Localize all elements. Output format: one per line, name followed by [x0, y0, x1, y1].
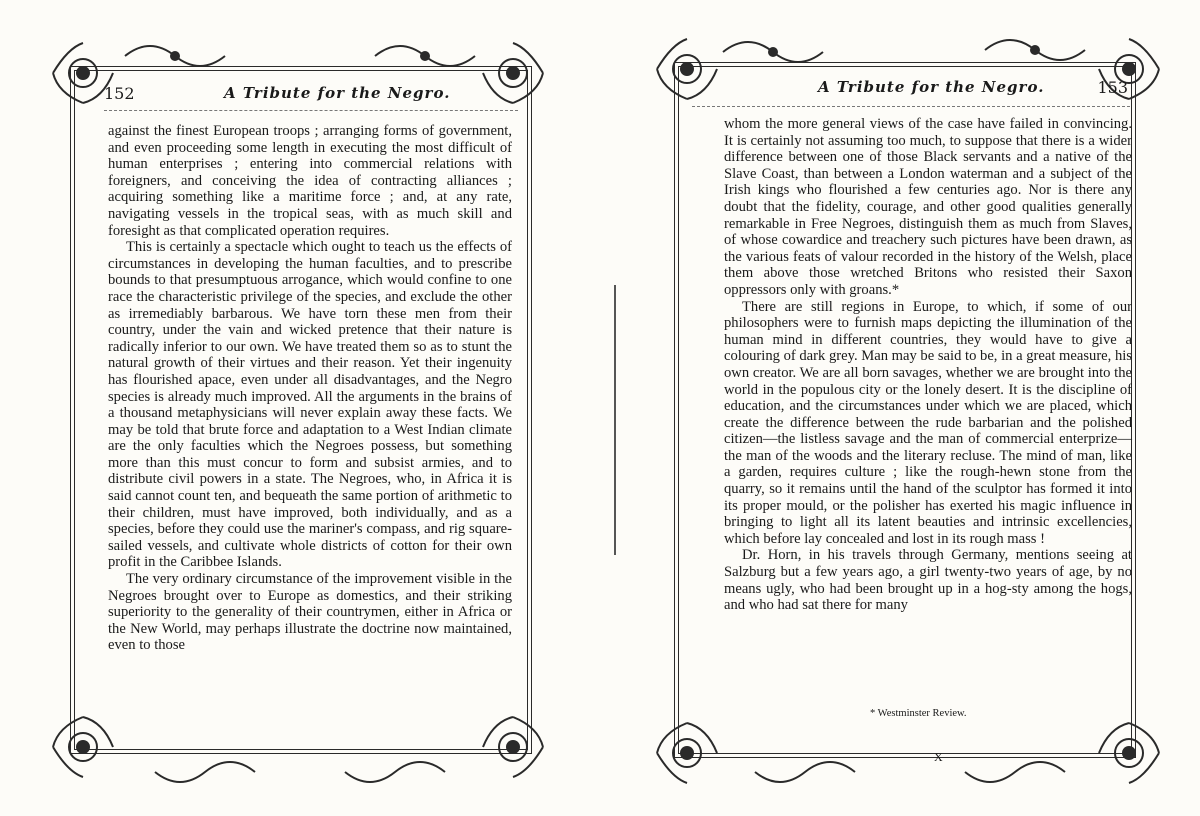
paragraph: The very ordinary circumstance of the improvement visible in the Negroes brought over to Europe as domestics, and their striking superiority to the generality of their countrymen, either in Africa or the New World, may perhaps illustrate the doctrine now maintained, even to those — [108, 571, 512, 654]
paragraph: There are still regions in Europe, to which, if some of our philosophers were to furnish maps depicting the illumination of the human mind in different countries, they would have to give a colouring of dark grey. Man may be said to be, in a great measure, his own creator. We are all born savages, whether we are brought into the world in the populous city or the lonely desert. It is the discipline of education, and the circumstances under which we are placed, which create the difference between the rude barbarian and the polished citizen—the listless savage and the man of commercial enterprize—the man of the woods and the literary recluse. The mind of man, like a garden, requires culture ; like the rough-hewn stone from the quarry, so it remains until the hand of the sculptor has formed it into its proper mould, or the polisher has exerted his magic influence in bringing to light all its latent beauties and intrinsic excellencies, which before lay concealed and lost in its rough mass ! — [724, 298, 1132, 547]
page-header — [104, 78, 524, 108]
paragraph: against the finest European troops ; arranging forms of government, and even proceeding some length in executing the most difficult of human enterprises ; entering into commercial relations with foreigners, and conceiving the idea of contracting alliances ; acquiring something like a maritime force ; and, at any rate, navigating vessels in the tropical seas, with as much skill and foresight as that complicated operation requires. — [108, 123, 512, 239]
header-rule — [104, 110, 518, 111]
right-page — [600, 0, 1200, 816]
bottom-ornament-left — [750, 752, 860, 792]
top-ornament-right — [980, 30, 1090, 70]
header-rule — [692, 106, 1130, 107]
body-text — [108, 123, 512, 654]
running-title: A Tribute for the Negro. — [224, 84, 451, 102]
top-ornament-left — [120, 36, 230, 76]
page-header — [708, 72, 1128, 102]
paragraph: Dr. Horn, in his travels through Germany, mentions seeing at Salzburg but a few years ago, a girl twenty-two years of age, by no means ugly, who had been brought up in a hog-sty among the hogs, and who had sat there for many — [724, 547, 1132, 614]
page-number: 153 — [1097, 77, 1128, 97]
running-title: A Tribute for the Negro. — [818, 78, 1045, 96]
bottom-ornament-right — [960, 752, 1070, 792]
paragraph: This is certainly a spectacle which ought to teach us the effects of circumstances in developing the human faculties, and to prescribe bounds to that presumptuous arrogance, which would confine to one race the characteristic privilege of the species, and exclude the other as irremediably barbarous. We have torn these men from their country, under the vain and wicked pretence that their nature is radically inferior to our own. We have treated them so as to stunt the natural growth of their virtues and their reason. Yet their ingenuity has flourished apace, even under all disadvantages, and the Negro species is already much improved. All the arguments in the brains of a thousand metaphysicians will never explain away these facts. We may be told that brute force and adaptation to a West Indian climate are the only faculties which the Negroes possess, but something more than this must concur to form and subsist armies, and to distribute civil powers in a state. The Negroes, who, in Africa it is said cannot count ten, and bequeath the same portion of arithmetic to their children, must have improved, both individually, and as a species, before they could use the mariner's compass, and rig square-sailed vessels, and cultivate whole districts of cotton for their own profit in the Caribbee Islands. — [108, 239, 512, 571]
body-text — [724, 116, 1132, 614]
signature-mark: X — [934, 750, 943, 764]
bottom-ornament-left — [150, 752, 260, 792]
paragraph: whom the more general views of the case have failed in convincing. It is certainly not assuming too much, to suppose that there is a wider difference between one of those Black servants and a native of the Slave Coast, than between a London waterman and a subject of the Irish kings who flourished a few centuries ago. Nor is there any doubt that the fidelity, courage, and other good qualities generally remarkable in Free Negroes, distinguish them as much from Slaves, of whose cowardice and treachery such pictures have been drawn, as the various feats of valour recorded in the history of the Welsh, place them above those wretched Britons who resisted their Saxon oppressors only with groans.* — [724, 116, 1132, 298]
top-ornament-left — [718, 32, 828, 72]
corner-ornament-bottom-left — [652, 718, 722, 788]
corner-ornament-bottom-right — [1094, 718, 1164, 788]
page-number: 152 — [104, 83, 135, 103]
top-ornament-right — [370, 36, 480, 76]
footnote: * Westminster Review. — [870, 708, 967, 719]
bottom-ornament-right — [340, 752, 450, 792]
corner-ornament-bottom-right — [478, 712, 548, 782]
corner-ornament-bottom-left — [48, 712, 118, 782]
